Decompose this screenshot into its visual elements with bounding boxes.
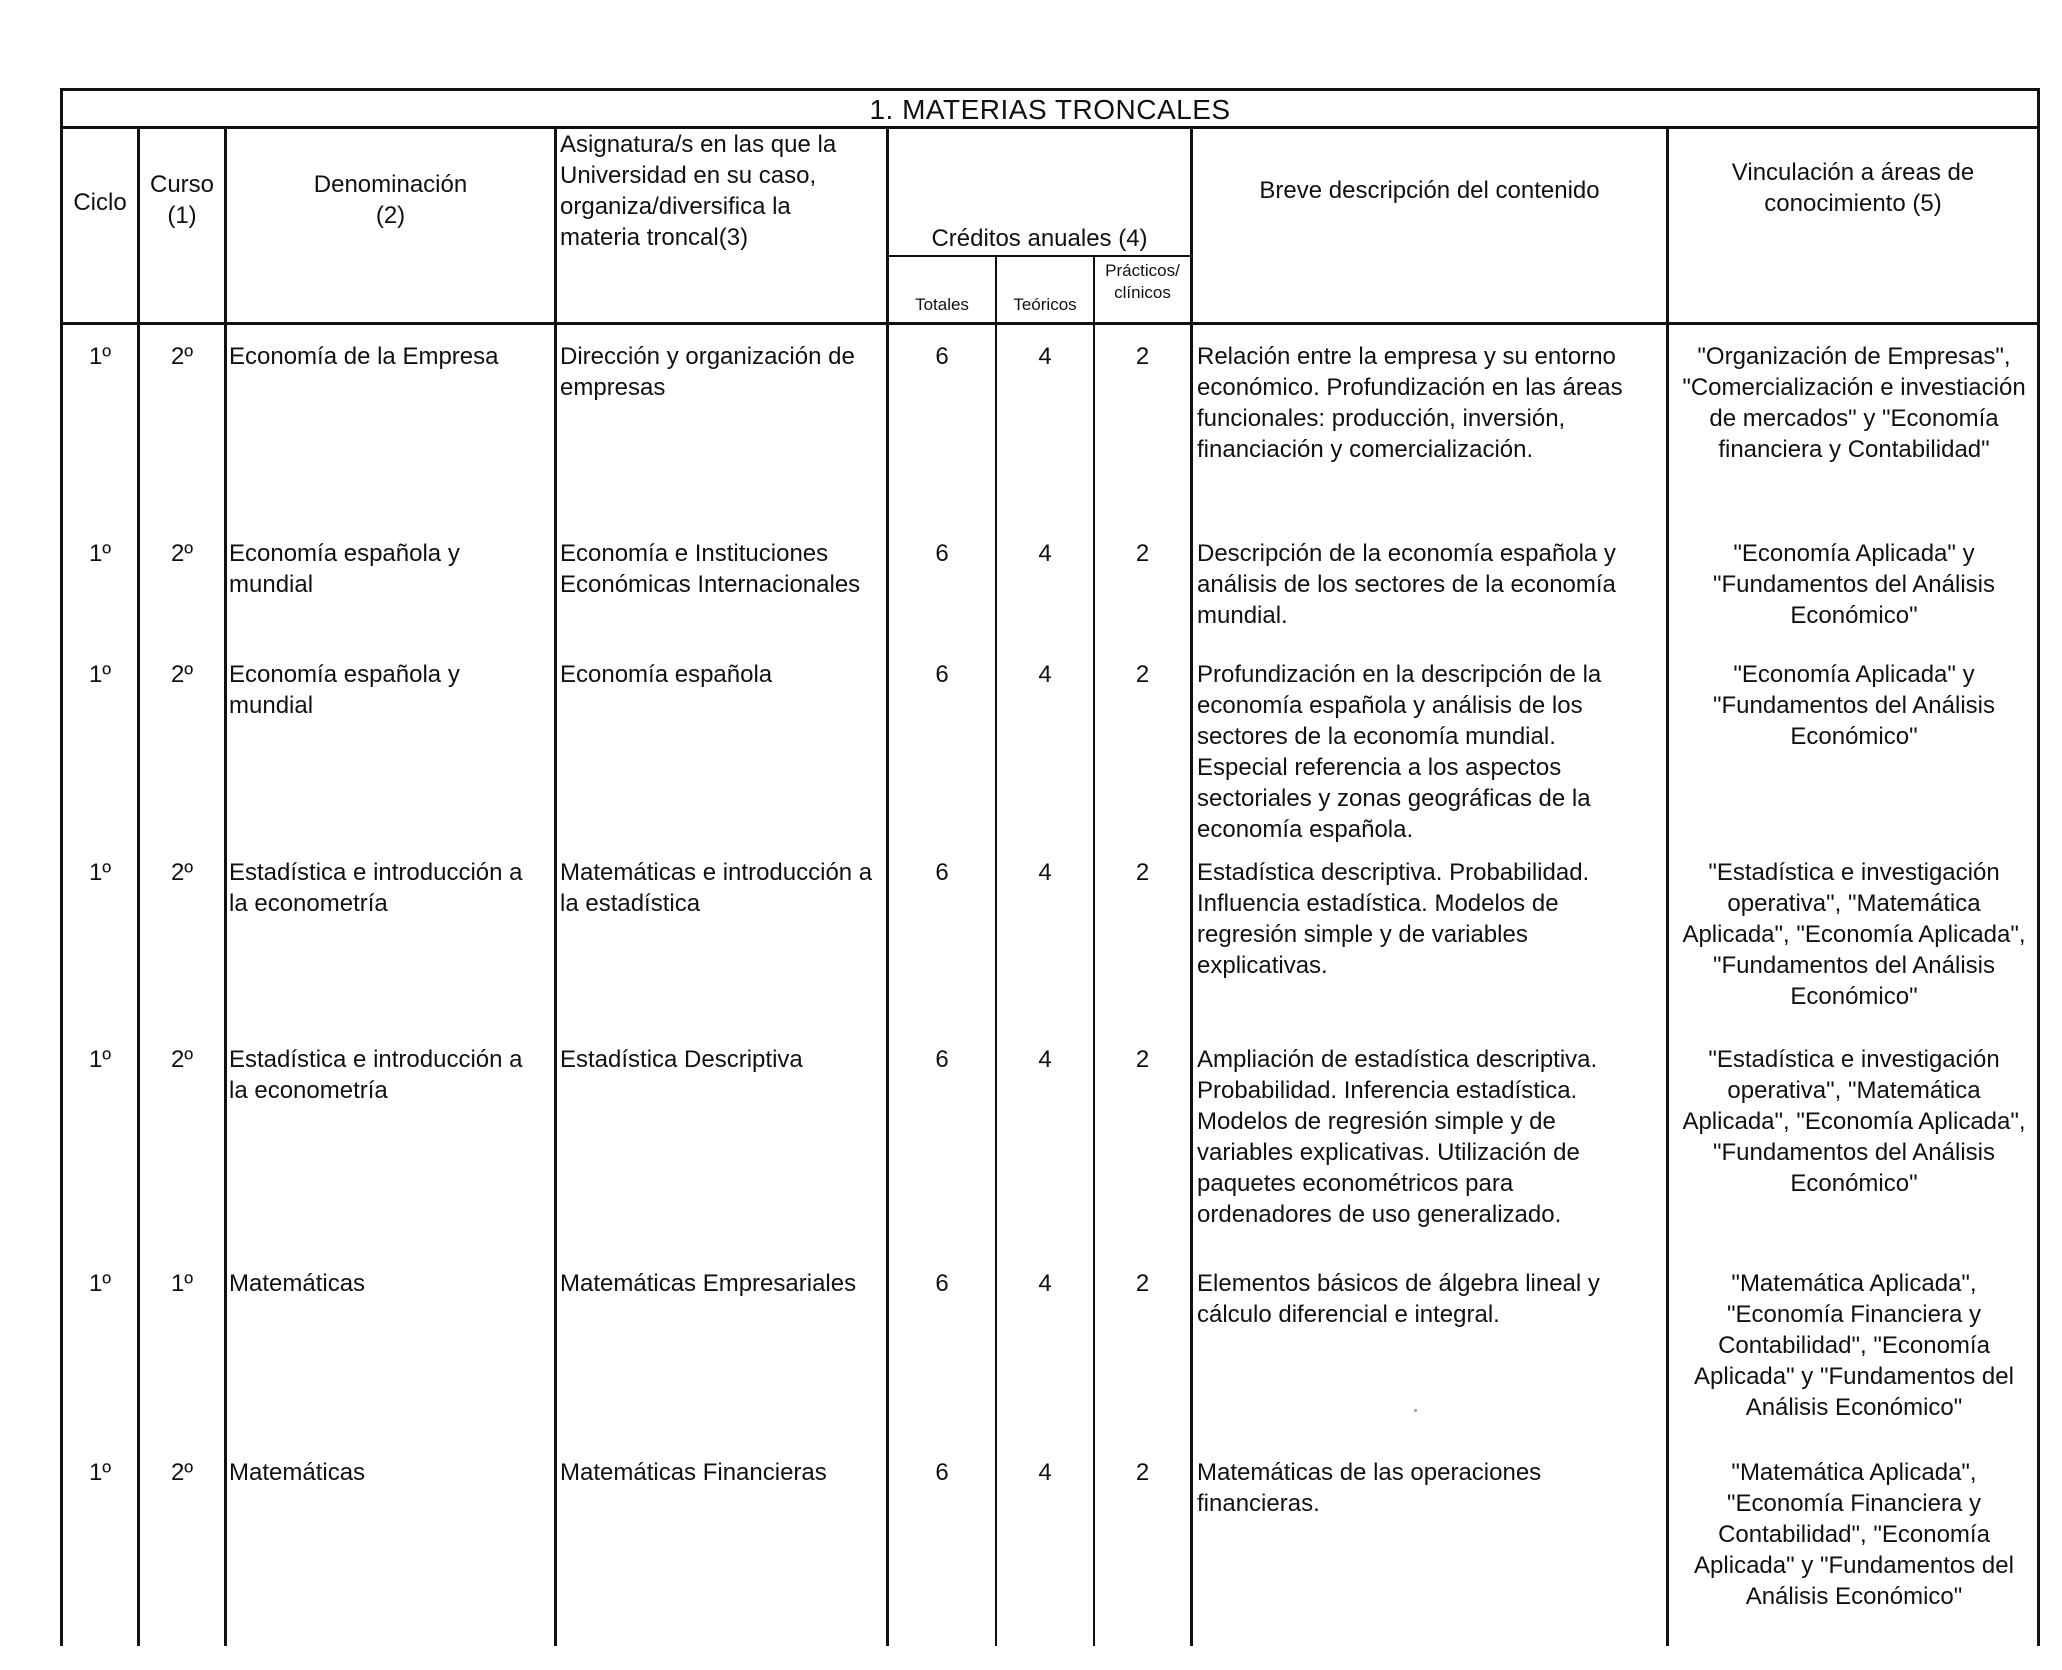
cell-asignatura: Economía española <box>560 661 773 688</box>
col-divider-creditos <box>1190 128 1193 1646</box>
cell-teoricos: 4 <box>1038 540 1052 567</box>
cell-curso: 2º <box>170 343 194 370</box>
cell-practicos: 2 <box>1135 1459 1150 1486</box>
cell-practicos: 2 <box>1135 1046 1150 1073</box>
cell-curso: 2º <box>170 661 194 688</box>
cell-totales: 6 <box>935 343 949 370</box>
col-divider-curso <box>224 128 227 1646</box>
cell-ciclo: 1º <box>88 343 112 370</box>
cell-curso: 2º <box>170 1459 194 1486</box>
cell-ciclo: 1º <box>88 661 112 688</box>
cell-asignatura: Dirección y organización de empresas <box>560 343 855 401</box>
cell-denominacion: Economía española y mundial <box>229 540 460 598</box>
cell-vinculacion: "Estadística e investigación operativa", "Matemática Aplicada", "Economía Aplicada", "Fundamentos del Análisis Económico" <box>1682 1046 2026 1197</box>
cell-ciclo: 1º <box>88 540 112 567</box>
cell-curso: 1º <box>170 1270 194 1297</box>
cell-asignatura: Matemáticas Financieras <box>560 1459 827 1486</box>
cell-teoricos: 4 <box>1038 343 1052 370</box>
cell-denominacion: Economía española y mundial <box>229 661 460 719</box>
cell-asignatura: Estadística Descriptiva <box>560 1046 803 1073</box>
cell-denominacion: Matemáticas <box>229 1270 366 1297</box>
cell-teoricos: 4 <box>1038 661 1052 688</box>
cell-denominacion: Matemáticas <box>229 1459 366 1486</box>
cell-ciclo: 1º <box>88 1459 112 1486</box>
col-divider-totales <box>995 256 997 1646</box>
cell-practicos: 2 <box>1135 1270 1150 1297</box>
title-divider <box>60 126 2040 129</box>
cell-descripcion: Relación entre la empresa y su entorno económico. Profundización en las áreas funcionales: producción, inversión, financiación y comercialización. <box>1197 343 1623 463</box>
header-asignaturas: Asignatura/s en las que la Universidad en su caso, organiza/diversifica la materia troncal(3) <box>560 131 837 251</box>
cell-teoricos: 4 <box>1038 1459 1052 1486</box>
cell-curso: 2º <box>170 540 194 567</box>
credits-subheader-divider <box>886 255 1192 257</box>
cell-ciclo: 1º <box>88 1046 112 1073</box>
cell-asignatura: Matemáticas e introducción a la estadística <box>560 859 873 917</box>
cell-denominacion: Estadística e introducción a la econometría <box>229 859 523 917</box>
cell-totales: 6 <box>935 1270 949 1297</box>
cell-vinculacion: "Economía Aplicada" y "Fundamentos del Análisis Económico" <box>1712 661 1995 750</box>
cell-teoricos: 4 <box>1038 859 1052 886</box>
cell-totales: 6 <box>935 661 949 688</box>
table-title: 1. MATERIAS TRONCALES <box>869 94 1231 125</box>
cell-vinculacion: "Matemática Aplicada", "Economía Financiera y Contabilidad", "Economía Aplicada" y "Fundamentos del Análisis Económico" <box>1694 1459 2014 1610</box>
cell-asignatura: Matemáticas Empresariales <box>560 1270 857 1297</box>
cell-vinculacion: "Matemática Aplicada", "Economía Financiera y Contabilidad", "Economía Aplicada" y "Fundamentos del Análisis Económico" <box>1694 1270 2014 1421</box>
cell-practicos: 2 <box>1135 859 1150 886</box>
cell-curso: 2º <box>170 859 194 886</box>
cell-descripcion: Descripción de la economía española y análisis de los sectores de la economía mundial. <box>1197 540 1616 629</box>
cell-ciclo: 1º <box>88 1270 112 1297</box>
materias-troncales-table <box>60 88 2040 1646</box>
header-vinculacion: Vinculación a áreas de conocimiento (5) <box>1731 159 1975 217</box>
cell-denominacion: Estadística e introducción a la econometría <box>229 1046 523 1104</box>
cell-descripcion: Matemáticas de las operaciones financieras. <box>1197 1459 1542 1517</box>
header-ciclo: Ciclo <box>73 189 127 216</box>
cell-vinculacion: "Economía Aplicada" y "Fundamentos del Análisis Económico" <box>1712 540 1995 629</box>
cell-practicos: 2 <box>1135 343 1150 370</box>
cell-totales: 6 <box>935 859 949 886</box>
header-denominacion: Denominación (2) <box>313 171 468 229</box>
cell-vinculacion: "Estadística e investigación operativa", "Matemática Aplicada", "Economía Aplicada", "Fundamentos del Análisis Económico" <box>1682 859 2026 1010</box>
cell-descripcion: Elementos básicos de álgebra lineal y cálculo diferencial e integral. <box>1197 1270 1600 1328</box>
cell-teoricos: 4 <box>1038 1046 1052 1073</box>
header-creditos: Créditos anuales (4) <box>931 225 1148 252</box>
cell-curso: 2º <box>170 1046 194 1073</box>
cell-asignatura: Economía e Instituciones Económicas Internacionales <box>560 540 861 598</box>
cell-denominacion: Economía de la Empresa <box>229 343 499 370</box>
cell-descripcion: Ampliación de estadística descriptiva. Probabilidad. Inferencia estadística. Modelos de regresión simple y de variables explicativas. Utilización de paquetes econométricos para ordenadores de uso generalizado. <box>1197 1046 1598 1228</box>
col-divider-teoricos <box>1093 256 1095 1646</box>
header-bottom-divider <box>60 322 2040 325</box>
header-descripcion: Breve descripción del contenido <box>1259 177 1600 204</box>
scan-speck <box>1414 1409 1417 1412</box>
cell-totales: 6 <box>935 1046 949 1073</box>
header-teoricos: Teóricos <box>1013 295 1077 314</box>
cell-ciclo: 1º <box>88 859 112 886</box>
cell-totales: 6 <box>935 540 949 567</box>
cell-descripcion: Profundización en la descripción de la economía española y análisis de los sectores de la economía mundial. Especial referencia a los aspectos sectoriales y zonas geográficas de la economía española. <box>1197 661 1602 843</box>
cell-totales: 6 <box>935 1459 949 1486</box>
cell-practicos: 2 <box>1135 661 1150 688</box>
header-totales: Totales <box>915 295 969 314</box>
cell-descripcion: Estadística descriptiva. Probabilidad. Influencia estadística. Modelos de regresión simple y de variables explicativas. <box>1197 859 1590 979</box>
header-practicos: Prácticos/ clínicos <box>1105 261 1180 302</box>
cell-teoricos: 4 <box>1038 1270 1052 1297</box>
cell-practicos: 2 <box>1135 540 1150 567</box>
header-curso: Curso (1) <box>149 171 215 229</box>
cell-vinculacion: "Organización de Empresas", "Comercialización e investiación de mercados" y "Economía financiera y Contabilidad" <box>1682 343 2026 463</box>
